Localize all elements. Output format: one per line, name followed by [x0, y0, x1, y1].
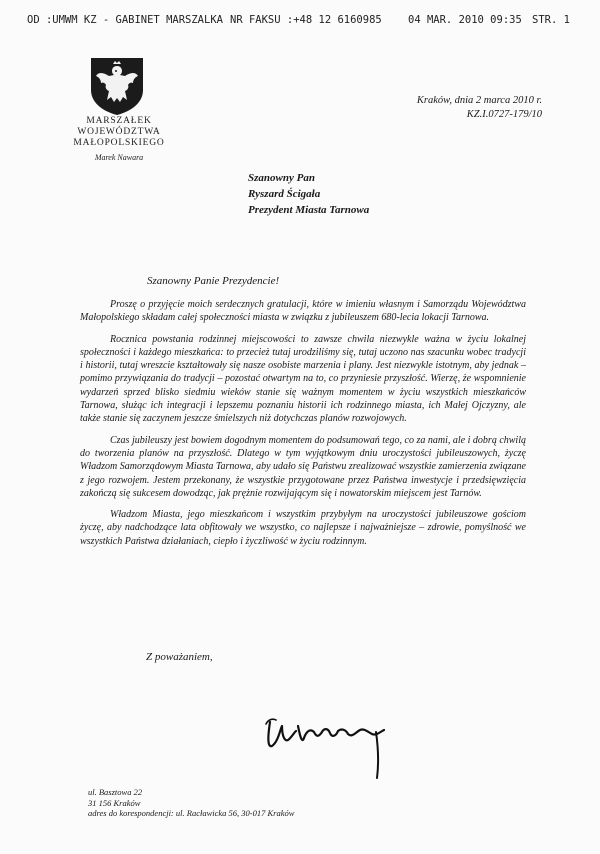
address-city: 31 156 Kraków: [88, 797, 141, 808]
sender-name: Marek Nawara: [94, 153, 144, 162]
recipient-name: Ryszard Ścigała: [248, 188, 321, 200]
paragraph: Proszę o przyjęcie moich serdecznych gratulacji, które w imieniu własnym i Samorządu Województwa Małopolskiego składam całej społeczności miasta w związku z jubileuszem 680-lecia lokacji Tarnowa.: [80, 299, 526, 324]
recipient-line1: Szanowny Pan: [248, 172, 315, 184]
sender-block: [64, 116, 174, 163]
letter-body: [80, 298, 526, 556]
fax-header: [0, 10, 600, 30]
paragraph: Rocznica powstania rodzinnej miejscowości to zawsze chwila niezwykle ważna w życiu lokalnej społeczności i każdego mieszkańca: to przecież tutaj urodziliśmy się, tutaj uczono nas szacunku wobec tradycji i historii, tutaj wreszcie kształtowały się nasze osobiste marzenia i plany. Jest niezwykle istotnym, aby jednak – pomimo przywiązania do tradycji – pozostać otwartym na to, co przyniesie przyszłość. Wierzę, że wspomnienie wydarzeń sprzed blisko siedmiu wieków stanie się ważnym momentem w życiu wszystkich mieszkańców Tarnowa, służąc ich integracji i lepszemu poznaniu historii ich rodzinnego miasta, ich Małej Ojczyzny, ale także stanie się zaczynem jeszcze śmielszych niż dotychczas planów rozwojowych.: [80, 333, 526, 425]
fax-from: OD :UMWM KZ - GABINET MARSZALKA: [27, 14, 223, 26]
handwritten-signature: [258, 700, 393, 780]
sender-title-line1: MARSZAŁEK: [86, 116, 152, 126]
date-reference-block: [417, 94, 542, 122]
fax-number: NR FAKSU :+48 12 6160985: [230, 14, 382, 26]
paragraph: Władzom Miasta, jego mieszkańcom i wszystkim przybyłym na uroczystości jubileuszowe gościom życzę, aby nadchodzące lata obfitowały we wszystko, co najlepsze i najważniejsze – zdrowie, pomyślność we wszystkich Państwa działaniach, ciepło i życzliwość w życiu rodzinnym.: [80, 509, 526, 547]
closing: Z poważaniem,: [146, 651, 213, 663]
recipient-block: [248, 170, 369, 218]
eagle-crest-icon: [89, 56, 145, 116]
fax-page: STR. 1: [532, 14, 570, 26]
date-line: Kraków, dnia 2 marca 2010 r.: [416, 95, 542, 106]
sender-title-line3: MAŁOPOLSKIEGO: [73, 138, 165, 148]
recipient-title: Prezydent Miasta Tarnowa: [248, 204, 370, 216]
paragraph: Czas jubileuszy jest bowiem dogodnym momentem do podsumowań tego, co za nami, ale i dobrą chwilą do tworzenia planów na przyszłość. Dlatego w tym wyjątkowym dniu uroczystości jubileuszowych, życzę Władzom Samorządowym Miasta Tarnowa, aby udało się Państwu zrealizować wszystkie zamierzenia związane z jego rozwojem. Jestem przekonany, że wszystkie przygotowane przez Państwa inwestycje i przedsięwzięcia zakończą się sukcesem dowodząc, jak prężnie rozwijającym się i nowatorskim miejscem jest Tarnów.: [80, 434, 526, 499]
reference-number: KZ.I.0727-179/10: [466, 109, 542, 120]
salutation: Szanowny Panie Prezydencie!: [147, 275, 280, 287]
address-street: ul. Basztowa 22: [88, 787, 143, 797]
fax-datetime: 04 MAR. 2010 09:35: [408, 14, 522, 26]
correspondence-address: adres do korespondencji: ul. Racławicka 56, 30-017 Kraków: [88, 808, 295, 818]
sender-title-line2: WOJEWÓDZTWA: [77, 127, 161, 137]
address-block: [88, 787, 294, 819]
